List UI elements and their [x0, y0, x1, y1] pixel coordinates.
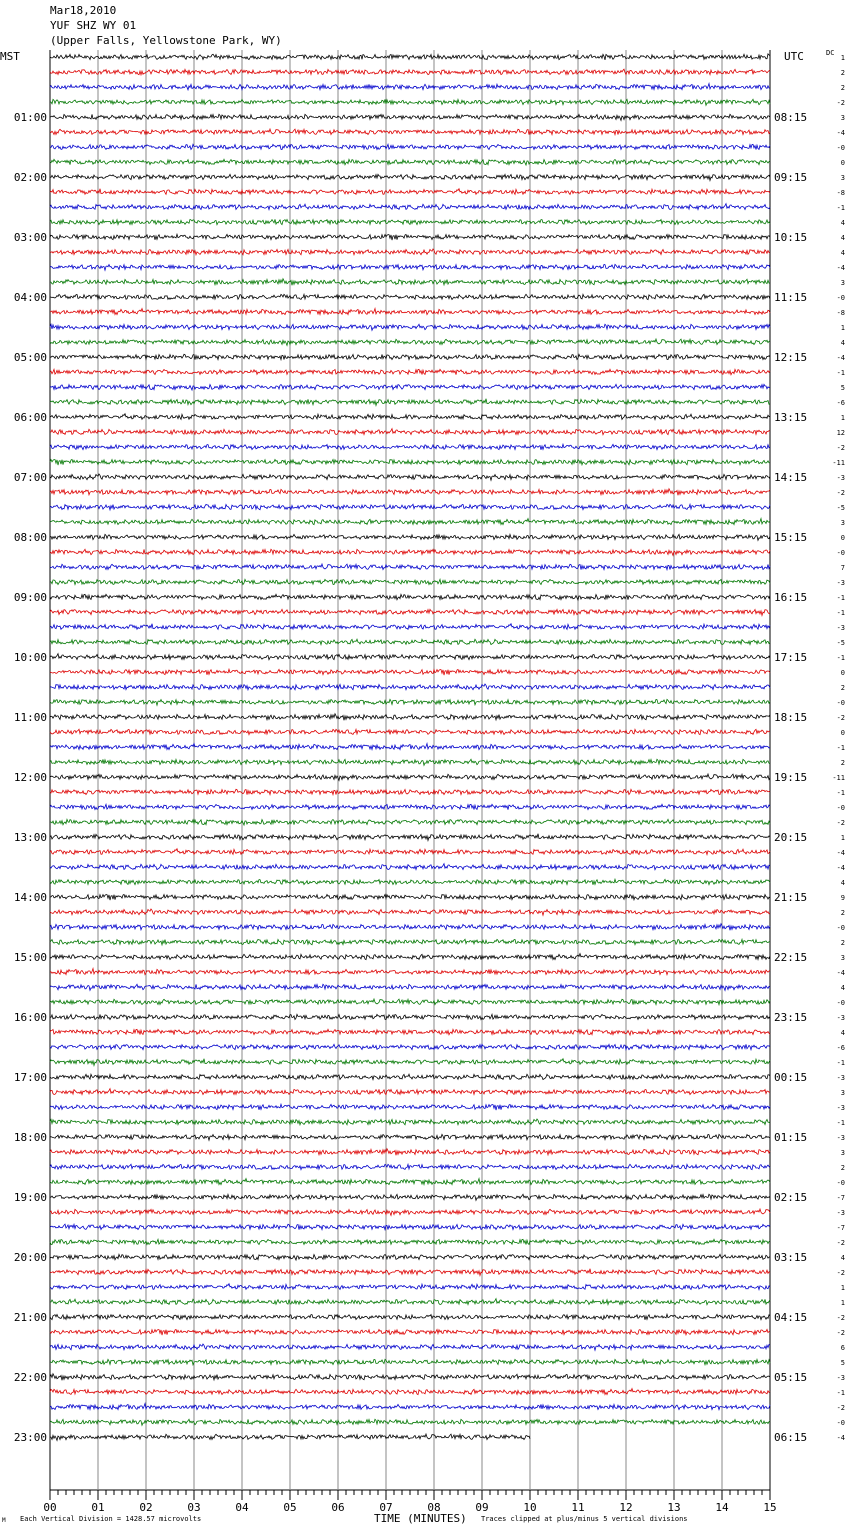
dc-offset-value: -3 — [836, 1134, 845, 1142]
dc-offset-value: -0 — [836, 549, 845, 557]
seismogram-trace — [50, 714, 770, 721]
seismogram-trace — [50, 99, 770, 105]
seismogram-trace — [50, 1299, 770, 1305]
utc-hour-label: 00:15 — [774, 1071, 808, 1084]
seismogram-trace — [50, 84, 770, 90]
dc-offset-value: 0 — [840, 159, 845, 167]
dc-offset-value: 4 — [840, 1029, 845, 1037]
dc-offset-value: -2 — [836, 1239, 845, 1247]
dc-offset-value: 5 — [840, 1359, 845, 1367]
x-tick-label: 15 — [763, 1501, 777, 1514]
dc-offset-value: -0 — [836, 1419, 845, 1427]
vertical-scale-note: Each Vertical Division = 1428.57 microvolts — [20, 1515, 202, 1523]
dc-offset-value: -2 — [836, 819, 845, 827]
x-tick-label: 07 — [379, 1501, 393, 1514]
dc-offset-value: -3 — [836, 624, 845, 632]
seismogram-trace — [50, 1269, 770, 1276]
seismogram-trace — [50, 804, 770, 809]
utc-hour-label: 11:15 — [774, 291, 808, 304]
mst-hour-label: 15:00 — [13, 951, 47, 964]
mst-hour-label: 10:00 — [13, 651, 47, 664]
dc-offset-value: 4 — [840, 879, 845, 887]
mst-hour-label: 03:00 — [13, 231, 47, 244]
dc-offset-value: 1 — [840, 834, 845, 842]
seismogram-trace — [50, 1134, 770, 1140]
x-tick-label: 12 — [619, 1501, 633, 1514]
seismogram-trace — [50, 369, 770, 374]
dc-offset-value: 2 — [840, 759, 845, 767]
seismogram-trace — [50, 519, 770, 525]
utc-hour-label: 19:15 — [774, 771, 808, 784]
dc-offset-value: -3 — [836, 1074, 845, 1082]
seismogram-trace — [50, 1374, 770, 1381]
mst-hour-label: 02:00 — [13, 171, 47, 184]
seismogram-trace — [50, 1419, 770, 1425]
dc-offset-value: 3 — [840, 519, 845, 527]
seismogram-trace — [50, 624, 770, 630]
dc-offset-value: 12 — [836, 429, 845, 437]
seismogram-trace — [50, 549, 770, 555]
dc-offset-value: -11 — [832, 774, 845, 782]
dc-offset-value: -3 — [836, 579, 845, 587]
dc-offset-value: 2 — [840, 684, 845, 692]
mst-hour-label: 06:00 — [13, 411, 47, 424]
dc-offset-value: -5 — [836, 504, 845, 512]
dc-offset-value: -6 — [836, 399, 845, 407]
seismogram-trace — [50, 204, 770, 210]
dc-offset-value: -7 — [836, 1224, 845, 1232]
seismogram-trace — [50, 354, 770, 359]
x-tick-label: 01 — [91, 1501, 105, 1514]
dc-offset-value: -1 — [836, 654, 845, 662]
seismogram-trace — [50, 789, 770, 794]
seismogram-trace — [50, 1194, 770, 1200]
x-axis-title: TIME (MINUTES) — [374, 1512, 467, 1525]
seismogram-trace — [50, 279, 770, 286]
seismogram-trace — [50, 579, 770, 584]
x-tick-label: 04 — [235, 1501, 249, 1514]
mst-hour-label: 07:00 — [13, 471, 47, 484]
dc-offset-value: -1 — [836, 204, 845, 212]
utc-hour-label: 08:15 — [774, 111, 808, 124]
x-tick-label: 11 — [571, 1501, 585, 1514]
dc-offset-value: 1 — [840, 1284, 845, 1292]
mst-hour-label: 16:00 — [13, 1011, 47, 1024]
right-timezone-label: UTC — [784, 50, 804, 63]
mst-hour-label: 05:00 — [13, 351, 47, 364]
x-tick-label: 05 — [283, 1501, 297, 1514]
seismogram-trace — [50, 174, 770, 180]
dc-offset-value: 2 — [840, 84, 845, 92]
dc-offset-value: -4 — [836, 849, 845, 857]
dc-offset-value: -7 — [836, 1194, 845, 1202]
utc-hour-label: 20:15 — [774, 831, 808, 844]
seismogram-trace — [50, 309, 770, 315]
dc-offset-value: -2 — [836, 1269, 845, 1277]
mst-hour-label: 22:00 — [13, 1371, 47, 1384]
dc-offset-value: -4 — [836, 264, 845, 272]
seismogram-trace — [50, 984, 770, 990]
dc-offset-value: -0 — [836, 294, 845, 302]
seismogram-trace — [50, 264, 770, 270]
x-tick-label: 00 — [43, 1501, 57, 1514]
seismogram-trace — [50, 609, 770, 615]
dc-offset-value: -4 — [836, 864, 845, 872]
seismogram-trace — [50, 1059, 770, 1066]
mst-hour-label: 17:00 — [13, 1071, 47, 1084]
dc-offset-value: -4 — [836, 129, 845, 137]
seismogram-trace — [50, 54, 770, 60]
mst-hour-label: 21:00 — [13, 1311, 47, 1324]
seismogram-trace — [50, 744, 770, 750]
mst-hour-label: 19:00 — [13, 1191, 47, 1204]
seismogram-trace — [50, 594, 770, 600]
seismogram-trace — [50, 489, 770, 496]
x-tick-label: 14 — [715, 1501, 729, 1514]
seismogram-trace — [50, 699, 770, 705]
seismogram-trace — [50, 639, 770, 644]
utc-hour-label: 10:15 — [774, 231, 808, 244]
utc-hour-label: 14:15 — [774, 471, 808, 484]
seismogram-trace — [50, 294, 770, 299]
seismogram-trace — [50, 669, 770, 675]
dc-offset-value: 2 — [840, 1164, 845, 1172]
dc-offset-value: 4 — [840, 339, 845, 347]
dc-offset-value: 9 — [840, 894, 845, 902]
seismogram-trace — [50, 189, 770, 195]
seismogram-trace — [50, 1344, 770, 1350]
utc-hour-label: 16:15 — [774, 591, 808, 604]
seismogram-trace — [50, 69, 770, 75]
seismogram-trace — [50, 1404, 770, 1410]
x-tick-label: 03 — [187, 1501, 201, 1514]
dc-offset-value: 4 — [840, 1254, 845, 1262]
seismogram-trace — [50, 144, 770, 149]
seismogram-trace — [50, 954, 770, 960]
mst-hour-label: 01:00 — [13, 111, 47, 124]
dc-offset-value: -2 — [836, 99, 845, 107]
dc-offset-value: 4 — [840, 219, 845, 227]
dc-offset-value: -3 — [836, 1374, 845, 1382]
dc-offset-value: -2 — [836, 1404, 845, 1412]
seismogram-trace — [50, 1314, 770, 1320]
dc-offset-value: -3 — [836, 474, 845, 482]
utc-hour-label: 01:15 — [774, 1131, 808, 1144]
dc-offset-value: -5 — [836, 639, 845, 647]
utc-hour-label: 04:15 — [774, 1311, 808, 1324]
seismogram-trace — [50, 864, 770, 870]
seismogram-trace — [50, 1209, 770, 1215]
dc-offset-value: 0 — [840, 669, 845, 677]
utc-hour-label: 21:15 — [774, 891, 808, 904]
dc-offset-value: -3 — [836, 1014, 845, 1022]
seismogram-trace — [50, 1089, 770, 1095]
seismogram-trace — [50, 894, 770, 900]
dc-offset-value: 6 — [840, 1344, 845, 1352]
seismogram-trace — [50, 384, 770, 390]
seismogram-trace — [50, 324, 770, 330]
mst-hour-label: 08:00 — [13, 531, 47, 544]
dc-offset-value: 3 — [840, 1089, 845, 1097]
dc-offset-value: 2 — [840, 909, 845, 917]
dc-offset-value: -0 — [836, 804, 845, 812]
seismogram-trace — [50, 774, 770, 780]
seismogram-trace — [50, 1239, 770, 1244]
dc-offset-value: -0 — [836, 699, 845, 707]
dc-offset-value: -1 — [836, 1059, 845, 1067]
seismogram-trace — [50, 909, 770, 915]
seismogram-trace — [50, 1074, 770, 1079]
seismogram-trace — [50, 219, 770, 224]
dc-offset-value: 4 — [840, 234, 845, 242]
seismogram-trace — [50, 1224, 770, 1229]
dc-offset-value: -11 — [832, 459, 845, 467]
seismogram-trace — [50, 1254, 770, 1260]
dc-offset-value: -6 — [836, 1044, 845, 1052]
mst-hour-label: 23:00 — [13, 1431, 47, 1444]
dc-offset-value: 1 — [840, 1299, 845, 1307]
seismogram-trace — [50, 1359, 770, 1364]
mst-hour-label: 20:00 — [13, 1251, 47, 1264]
utc-hour-label: 05:15 — [774, 1371, 808, 1384]
dc-offset-value: 5 — [840, 384, 845, 392]
dc-offset-value: 3 — [840, 174, 845, 182]
mst-hour-label: 11:00 — [13, 711, 47, 724]
mst-hour-label: 13:00 — [13, 831, 47, 844]
utc-hour-label: 06:15 — [774, 1431, 808, 1444]
seismogram-trace — [50, 999, 770, 1005]
seismogram-trace — [50, 1119, 770, 1125]
mst-hour-label: 18:00 — [13, 1131, 47, 1144]
utc-hour-label: 13:15 — [774, 411, 808, 424]
dc-offset-value: -4 — [836, 1434, 845, 1442]
seismogram-trace — [50, 504, 770, 510]
seismogram-trace — [50, 414, 770, 420]
dc-offset-value: -1 — [836, 1389, 845, 1397]
dc-offset-value: 1 — [840, 54, 845, 62]
x-tick-label: 06 — [331, 1501, 345, 1514]
seismogram-trace — [50, 834, 770, 841]
x-tick-label: 02 — [139, 1501, 153, 1514]
seismogram-trace — [50, 339, 770, 345]
dc-offset-value: -3 — [836, 1209, 845, 1217]
seismogram-trace — [50, 129, 770, 135]
seismogram-trace — [50, 759, 770, 765]
utc-hour-label: 18:15 — [774, 711, 808, 724]
seismogram-trace — [50, 399, 770, 406]
dc-offset-value: 7 — [840, 564, 845, 572]
dc-offset-value: -4 — [836, 969, 845, 977]
mst-hour-label: 12:00 — [13, 771, 47, 784]
seismogram-trace — [50, 1329, 770, 1335]
dc-offset-value: -8 — [836, 189, 845, 197]
seismogram-trace — [50, 234, 770, 240]
dc-offset-value: 0 — [840, 729, 845, 737]
x-tick-label: 09 — [475, 1501, 489, 1514]
seismogram-trace — [50, 1029, 770, 1035]
mst-hour-label: 09:00 — [13, 591, 47, 604]
dc-offset-value: -2 — [836, 489, 845, 497]
seismogram-trace — [50, 1179, 770, 1185]
station-id: YUF SHZ WY 01 — [50, 19, 137, 32]
seismogram-trace — [50, 684, 770, 690]
mst-hour-label: 14:00 — [13, 891, 47, 904]
seismogram-trace — [50, 444, 770, 450]
dc-offset-value: -2 — [836, 444, 845, 452]
dc-offset-header: DC — [826, 49, 835, 57]
seismogram-trace — [50, 1284, 770, 1290]
seismogram-trace — [50, 564, 770, 570]
x-tick-label: 08 — [427, 1501, 441, 1514]
seismogram-trace — [50, 729, 770, 734]
dc-offset-value: 3 — [840, 954, 845, 962]
seismogram-trace — [50, 654, 770, 660]
utc-hour-label: 17:15 — [774, 651, 808, 664]
seismogram-trace — [50, 924, 770, 931]
dc-offset-value: -1 — [836, 609, 845, 617]
dc-offset-value: 4 — [840, 249, 845, 257]
dc-offset-value: 2 — [840, 69, 845, 77]
dc-offset-value: -0 — [836, 924, 845, 932]
dc-offset-value: -0 — [836, 1179, 845, 1187]
seismogram-trace — [50, 1104, 770, 1110]
dc-offset-value: -0 — [836, 999, 845, 1007]
dc-offset-value: -1 — [836, 744, 845, 752]
seismogram-trace — [50, 969, 770, 975]
dc-offset-value: -2 — [836, 1314, 845, 1322]
seismogram-trace — [50, 1164, 770, 1169]
dc-offset-value: -2 — [836, 1329, 845, 1337]
seismogram-trace — [50, 819, 770, 825]
seismogram-trace — [50, 534, 770, 540]
mst-hour-label: 04:00 — [13, 291, 47, 304]
seismogram-trace — [50, 1044, 770, 1049]
seismogram-trace — [50, 849, 770, 855]
dc-offset-value: 1 — [840, 324, 845, 332]
seismogram-trace — [50, 1014, 770, 1019]
corner-mark: M — [2, 1517, 6, 1524]
dc-offset-value: 0 — [840, 534, 845, 542]
x-tick-label: 13 — [667, 1501, 681, 1514]
dc-offset-value: 1 — [840, 414, 845, 422]
dc-offset-value: -2 — [836, 714, 845, 722]
dc-offset-value: 3 — [840, 279, 845, 287]
plot-date: Mar18,2010 — [50, 4, 117, 17]
dc-offset-value: 4 — [840, 984, 845, 992]
seismogram-trace — [50, 459, 770, 465]
seismogram-trace — [50, 429, 770, 435]
dc-offset-value: 3 — [840, 1149, 845, 1157]
dc-offset-value: -3 — [836, 1104, 845, 1112]
seismogram-trace — [50, 249, 770, 255]
dc-offset-value: -4 — [836, 354, 845, 362]
seismogram-trace — [50, 939, 770, 945]
dc-offset-value: -1 — [836, 594, 845, 602]
station-location: (Upper Falls, Yellowstone Park, WY) — [50, 34, 282, 47]
left-timezone-label: MST — [0, 50, 20, 63]
utc-hour-label: 02:15 — [774, 1191, 808, 1204]
dc-offset-value: -1 — [836, 369, 845, 377]
x-tick-label: 10 — [523, 1501, 537, 1514]
seismogram-trace — [50, 114, 770, 120]
dc-offset-value: 3 — [840, 114, 845, 122]
seismogram-trace — [50, 1389, 770, 1395]
utc-hour-label: 03:15 — [774, 1251, 808, 1264]
utc-hour-label: 22:15 — [774, 951, 808, 964]
utc-hour-label: 23:15 — [774, 1011, 808, 1024]
seismogram-trace — [50, 159, 770, 165]
utc-hour-label: 12:15 — [774, 351, 808, 364]
dc-offset-value: -8 — [836, 309, 845, 317]
dc-offset-value: -1 — [836, 789, 845, 797]
seismogram-trace — [50, 1149, 770, 1156]
utc-hour-label: 15:15 — [774, 531, 808, 544]
seismogram-trace — [50, 474, 770, 480]
seismogram-trace — [50, 879, 770, 885]
dc-offset-value: -0 — [836, 144, 845, 152]
dc-offset-value: 2 — [840, 939, 845, 947]
dc-offset-value: -1 — [836, 1119, 845, 1127]
utc-hour-label: 09:15 — [774, 171, 808, 184]
clip-note: Traces clipped at plus/minus 5 vertical divisions — [481, 1515, 688, 1523]
